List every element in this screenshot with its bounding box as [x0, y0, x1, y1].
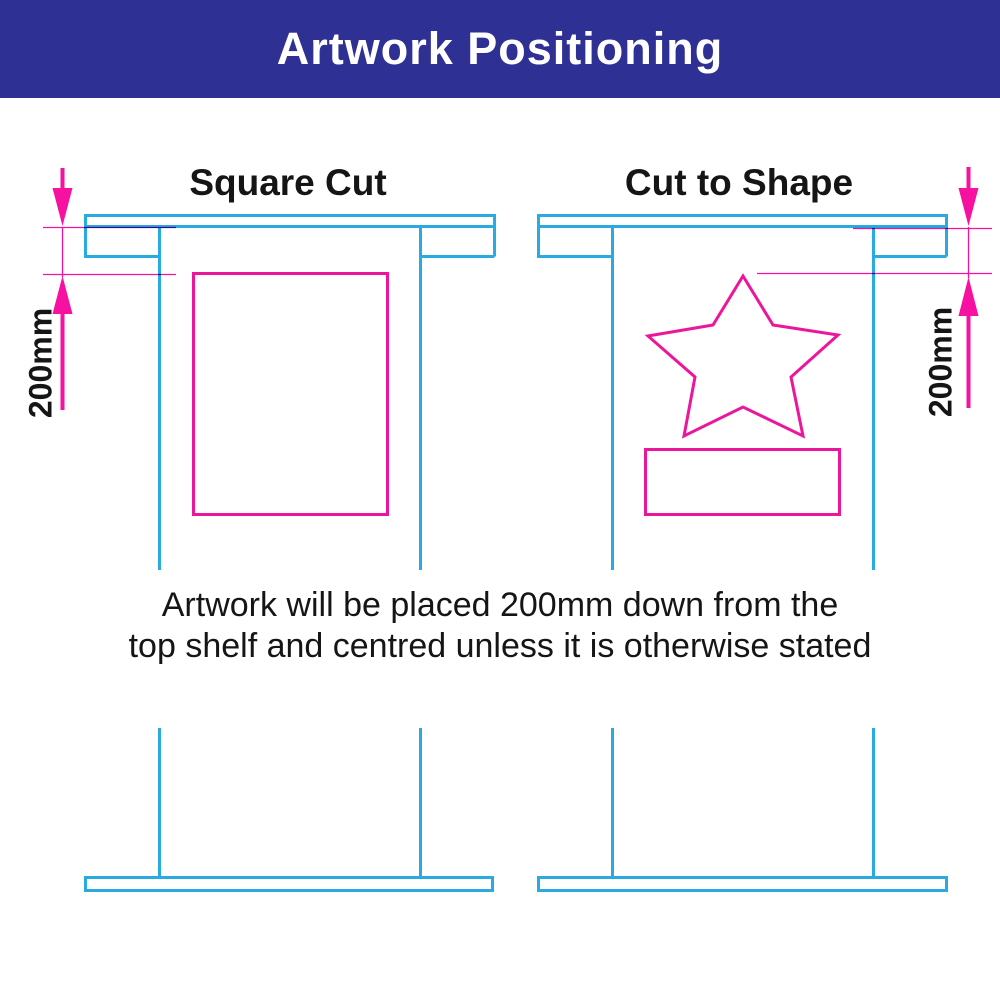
shelf-top-bar — [539, 216, 947, 227]
square-artwork-outline — [194, 274, 388, 515]
caption-line-1: Artwork will be placed 200mm down from the — [161, 586, 839, 624]
page-title: Artwork Positioning — [276, 23, 724, 74]
shelf-front-view-right — [539, 728, 947, 891]
shelf-top-bar — [86, 216, 495, 227]
artwork-left — [194, 274, 388, 515]
shelf-end-caps — [86, 226, 495, 257]
shelf-cross-section-left — [86, 216, 495, 571]
up-arrow-icon — [959, 277, 979, 316]
shelf-end-caps — [539, 226, 947, 257]
shelf-front-view-left — [86, 728, 493, 891]
down-arrow-icon — [959, 188, 979, 226]
dimension-label-left: 200mm — [22, 307, 59, 419]
star-artwork-outline — [648, 276, 838, 436]
shelf-cross-section-right — [539, 216, 947, 571]
shelf-base-bar — [86, 878, 493, 891]
artwork-right — [646, 276, 840, 515]
caption — [0, 585, 1000, 667]
down-arrow-icon — [53, 188, 73, 226]
dimension-left — [43, 168, 176, 410]
plinth-artwork-outline — [646, 450, 840, 515]
heading-square-cut: Square Cut — [189, 162, 387, 203]
heading-cut-to-shape: Cut to Shape — [624, 162, 854, 203]
shelf-base-bar — [539, 878, 947, 891]
caption-line-2: top shelf and centred unless it is otherwise stated — [128, 627, 872, 665]
dimension-label-right: 200mm — [922, 306, 959, 418]
